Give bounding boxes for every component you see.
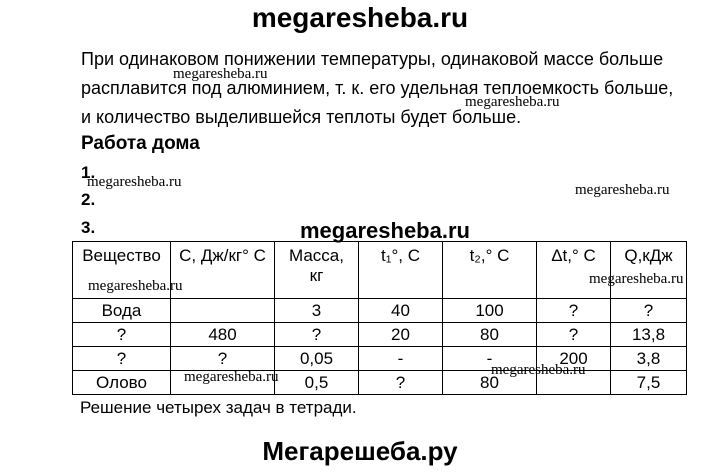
table-cell: 0,05 [275,347,359,371]
watermark: megaresheba.ru [575,182,670,198]
site-title: megaresheba.ru [251,2,469,33]
watermark: megaresheba.ru [87,174,182,190]
homework-heading: Работа дома [81,133,200,154]
table-row [73,323,687,347]
item-number-1: 1. [81,163,96,182]
paragraph-line-3: и количество выделившейся теплоты будет больше. [81,107,522,127]
table-cell: 80 [443,371,537,395]
paragraph-line-1: При одинаковом понижении температуры, одинаковой массе больше [81,49,664,69]
bottom-title: Мегарешеба.ру [262,436,458,466]
watermark: megaresheba.ru [491,362,586,378]
table-header-cell: С, Дж/кг° С [171,242,275,299]
table-cell: 200 [537,347,611,371]
table-cell: ? [359,371,443,395]
paragraph-line-2: расплавится под алюминием, т. к. его удельная теплоемкость больше, [81,78,674,98]
table-header-cell: Вещество [73,242,171,299]
table-cell: 100 [443,299,537,323]
watermark: megaresheba.ru [88,278,183,294]
table-cell: 3,8 [611,347,687,371]
table-header-cell: Масса, кг [275,242,359,299]
table-cell: 0,5 [275,371,359,395]
watermark: megaresheba.ru [465,94,560,110]
table-cell: Олово [73,371,171,395]
table-row [73,371,687,395]
table-cell: ? [537,299,611,323]
table-cell: ? [275,323,359,347]
table-cell: 7,5 [611,371,687,395]
table-cell: ? [537,323,611,347]
table-cell: 3 [275,299,359,323]
table-cell: 480 [171,323,275,347]
table-header-cell: Δt,° С [537,242,611,299]
table-cell [171,299,275,323]
table-header-cell: t₂,° С [443,242,537,299]
watermark: megaresheba.ru [173,66,268,82]
table-cell: Вода [73,299,171,323]
item-number-3: 3. [81,218,96,237]
watermark: megaresheba.ru [184,369,279,385]
table-cell: ? [73,347,171,371]
table-cell: ? [73,323,171,347]
table-header-cell: t₁°, С [359,242,443,299]
table-header-cell: Q,кДж [611,242,687,299]
table-row [73,347,687,371]
mid-title: megaresheba.ru [300,218,470,243]
table-row [73,299,687,323]
table-cell: - [359,347,443,371]
table-cell: 20 [359,323,443,347]
table-cell: ? [611,299,687,323]
watermark: megaresheba.ru [589,271,684,287]
table-cell: 40 [359,299,443,323]
table-cell: - [443,347,537,371]
item-number-2: 2. [81,190,96,209]
footer-note: Решение четырех задач в тетради. [80,398,357,417]
table-cell: 13,8 [611,323,687,347]
data-table [72,241,687,395]
table-cell: 80 [443,323,537,347]
table-cell: ? [171,347,275,371]
